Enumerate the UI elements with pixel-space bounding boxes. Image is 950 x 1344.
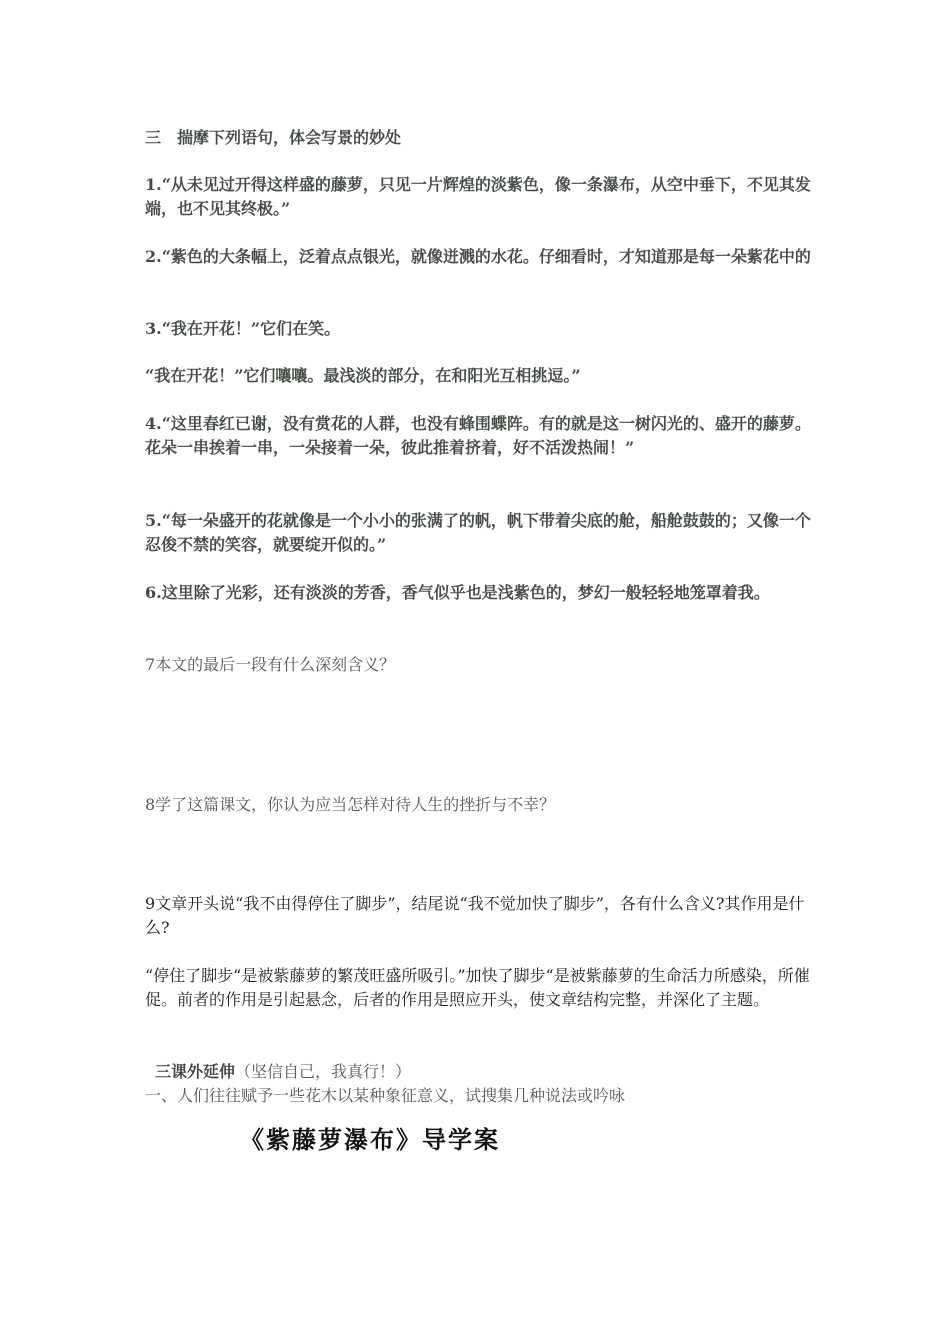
extension-heading-bold: 三课外延伸 [155, 1062, 236, 1081]
answer-9: “停住了脚步“是被紫藤萝的繁茂旺盛所吸引。”加快了脚步“是被紫藤萝的生命活力所感染，所催促。前者的作用是引起悬念，后者的作用是照应开头，使文章结构完整，并深化了主题。 [145, 966, 810, 1009]
list-item: 4.“这里春红已谢，没有赏花的人群，也没有蜂围蝶阵。有的就是这一树闪光的、盛开的藤萝。花朵一串挨着一串，一朵接着一朵，彼此推着挤着，好不活泼热闹！” [145, 414, 811, 457]
list-item: 5.“每一朵盛开的花就像是一个小小的张满了的帆，帆下带着尖底的舱，船舱鼓鼓的；又像一个忍俊不禁的笑容，就要绽开似的。” [145, 511, 811, 554]
extension-heading-note: （坚信自己，我真行！） [235, 1062, 412, 1081]
section-heading: 三 揣摩下列语句，体会写景的妙处 [145, 128, 402, 147]
question-9: 9文章开头说“我不由得停住了脚步”，结尾说“我不觉加快了脚步”，各有什么含义?其作用是什么? [145, 894, 805, 937]
list-item: 2.“紫色的大条幅上，泛着点点银光，就像迸溅的水花。仔细看时，才知道那是每一朵紫花中的 [145, 247, 811, 266]
extension-item: 一、人们往往赋予一些花木以某种象征意义，试搜集几种说法或吟咏 [145, 1086, 626, 1105]
list-item: “我在开花！”它们嚷嚷。最浅淡的部分，在和阳光互相挑逗。” [145, 366, 581, 385]
extension-heading [155, 1060, 825, 1084]
list-item: 1.“从未见过开得这样盛的藤萝，只见一片辉煌的淡紫色，像一条瀑布，从空中垂下，不见其发端，也不见其终极。” [145, 175, 811, 218]
list-item: 3.“我在开花！”它们在笑。 [145, 319, 341, 338]
question-7: 7本文的最后一段有什么深刻含义？ [145, 655, 396, 674]
list-item: 6.这里除了光彩，还有淡淡的芳香，香气似乎也是浅紫色的，梦幻一般轻轻地笼罩着我。 [145, 583, 770, 602]
question-8: 8学了这篇课文，你认为应当怎样对待人生的挫折与不幸？ [145, 795, 556, 814]
document-title: 《紫藤萝瀑布》导学案 [240, 1126, 500, 1154]
